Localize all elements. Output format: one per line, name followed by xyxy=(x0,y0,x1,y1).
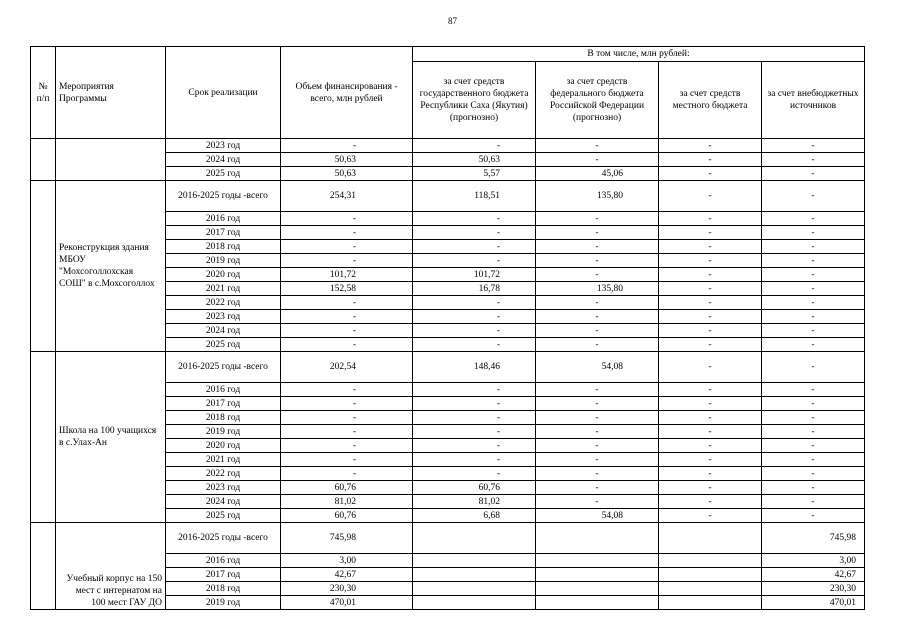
table-row xyxy=(31,139,865,153)
regional-cell: - xyxy=(413,383,536,397)
volume-cell: - xyxy=(281,439,413,453)
federal-cell: 54,08 xyxy=(536,509,659,523)
period-cell: 2019 год xyxy=(166,596,281,610)
event-name-cell: Учебный корпус на 150 мест с интернатом на 100 мест ГАУ ДО xyxy=(56,523,166,610)
volume-cell: - xyxy=(281,139,413,153)
federal-cell: 135,80 xyxy=(536,282,659,296)
offbudget-cell: - xyxy=(762,310,865,324)
local-cell: - xyxy=(659,453,762,467)
offbudget-cell: - xyxy=(762,240,865,254)
volume-cell: - xyxy=(281,411,413,425)
no-cell xyxy=(31,352,56,523)
offbudget-cell: 230,30 xyxy=(762,582,865,596)
regional-cell: - xyxy=(413,254,536,268)
volume-cell: - xyxy=(281,254,413,268)
regional-cell: - xyxy=(413,310,536,324)
regional-cell: - xyxy=(413,453,536,467)
volume-cell: - xyxy=(281,383,413,397)
federal-cell: 135,80 xyxy=(536,181,659,212)
period-cell: 2017 год xyxy=(166,568,281,582)
col-period-header: Срок реализации xyxy=(166,47,281,139)
col-offbudget-header: за счет внебюджетных источников xyxy=(762,62,865,139)
federal-cell: - xyxy=(536,212,659,226)
regional-cell: - xyxy=(413,467,536,481)
period-cell: 2023 год xyxy=(166,481,281,495)
no-cell xyxy=(31,181,56,352)
offbudget-cell: - xyxy=(762,254,865,268)
volume-cell: 254,31 xyxy=(281,181,413,212)
federal-cell: 45,06 xyxy=(536,167,659,181)
regional-cell: - xyxy=(413,240,536,254)
regional-cell: - xyxy=(413,338,536,352)
local-cell: - xyxy=(659,167,762,181)
regional-cell: 81,02 xyxy=(413,495,536,509)
volume-cell: - xyxy=(281,397,413,411)
regional-cell: - xyxy=(413,296,536,310)
offbudget-cell: 42,67 xyxy=(762,568,865,582)
regional-cell: - xyxy=(413,411,536,425)
volume-cell: - xyxy=(281,467,413,481)
federal-cell: - xyxy=(536,338,659,352)
volume-cell: 470,01 xyxy=(281,596,413,610)
local-cell xyxy=(659,596,762,610)
offbudget-cell: - xyxy=(762,495,865,509)
local-cell: - xyxy=(659,495,762,509)
regional-cell: 50,63 xyxy=(413,153,536,167)
federal-cell: - xyxy=(536,226,659,240)
federal-cell: - xyxy=(536,240,659,254)
regional-cell: 16,78 xyxy=(413,282,536,296)
federal-cell: - xyxy=(536,467,659,481)
offbudget-cell: 470,01 xyxy=(762,596,865,610)
col-event-header: Мероприятия Программы xyxy=(56,47,166,139)
period-cell: 2018 год xyxy=(166,582,281,596)
local-cell: - xyxy=(659,254,762,268)
federal-cell: - xyxy=(536,453,659,467)
volume-cell: - xyxy=(281,310,413,324)
volume-cell: 50,63 xyxy=(281,167,413,181)
local-cell: - xyxy=(659,212,762,226)
federal-cell: - xyxy=(536,324,659,338)
volume-cell: - xyxy=(281,425,413,439)
local-cell: - xyxy=(659,324,762,338)
federal-cell: - xyxy=(536,310,659,324)
volume-cell: 60,76 xyxy=(281,509,413,523)
period-cell: 2016-2025 годы -всего xyxy=(166,181,281,212)
period-cell: 2020 год xyxy=(166,439,281,453)
col-local-header: за счет средств местного бюджета xyxy=(659,62,762,139)
regional-cell xyxy=(413,523,536,554)
regional-cell: - xyxy=(413,425,536,439)
offbudget-cell: - xyxy=(762,411,865,425)
local-cell: - xyxy=(659,181,762,212)
regional-cell: - xyxy=(413,439,536,453)
federal-cell xyxy=(536,568,659,582)
local-cell: - xyxy=(659,352,762,383)
event-cell xyxy=(56,139,166,181)
federal-cell: - xyxy=(536,481,659,495)
offbudget-cell: - xyxy=(762,268,865,282)
offbudget-cell: - xyxy=(762,167,865,181)
table-body xyxy=(31,139,865,610)
offbudget-cell: - xyxy=(762,181,865,212)
local-cell: - xyxy=(659,139,762,153)
period-cell: 2025 год xyxy=(166,338,281,352)
regional-cell xyxy=(413,596,536,610)
offbudget-cell: - xyxy=(762,139,865,153)
period-cell: 2016 год xyxy=(166,212,281,226)
federal-cell xyxy=(536,596,659,610)
offbudget-cell: - xyxy=(762,397,865,411)
local-cell: - xyxy=(659,397,762,411)
federal-cell: - xyxy=(536,495,659,509)
period-cell: 2021 год xyxy=(166,453,281,467)
regional-cell: 101,72 xyxy=(413,268,536,282)
local-cell: - xyxy=(659,383,762,397)
period-cell: 2017 год xyxy=(166,397,281,411)
period-cell: 2019 год xyxy=(166,425,281,439)
federal-cell: - xyxy=(536,268,659,282)
local-cell: - xyxy=(659,226,762,240)
local-cell: - xyxy=(659,296,762,310)
volume-cell: - xyxy=(281,338,413,352)
volume-cell: - xyxy=(281,240,413,254)
no-cell xyxy=(31,523,56,610)
local-cell: - xyxy=(659,153,762,167)
offbudget-cell: - xyxy=(762,467,865,481)
volume-cell: - xyxy=(281,296,413,310)
volume-cell: 230,30 xyxy=(281,582,413,596)
volume-cell: - xyxy=(281,324,413,338)
local-cell: - xyxy=(659,310,762,324)
period-cell: 2018 год xyxy=(166,240,281,254)
federal-cell: - xyxy=(536,139,659,153)
federal-cell: - xyxy=(536,296,659,310)
period-cell: 2019 год xyxy=(166,254,281,268)
total-row xyxy=(31,352,865,383)
local-cell xyxy=(659,554,762,568)
regional-cell: - xyxy=(413,212,536,226)
offbudget-cell: - xyxy=(762,282,865,296)
col-federal-header: за счет средств федерального бюджета Российской Федерации (прогнозно) xyxy=(536,62,659,139)
volume-cell: 745,98 xyxy=(281,523,413,554)
volume-cell: 152,58 xyxy=(281,282,413,296)
volume-cell: - xyxy=(281,226,413,240)
regional-cell: - xyxy=(413,397,536,411)
regional-cell xyxy=(413,568,536,582)
local-cell: - xyxy=(659,509,762,523)
offbudget-cell: - xyxy=(762,153,865,167)
offbudget-cell: - xyxy=(762,338,865,352)
period-cell: 2025 год xyxy=(166,509,281,523)
no-cell xyxy=(31,139,56,181)
local-cell: - xyxy=(659,425,762,439)
offbudget-cell: 3,00 xyxy=(762,554,865,568)
period-cell: 2022 год xyxy=(166,296,281,310)
local-cell: - xyxy=(659,439,762,453)
local-cell: - xyxy=(659,481,762,495)
col-regional-header: за счет средств государственного бюджета Республики Саха (Якутия) (прогнозно) xyxy=(413,62,536,139)
local-cell: - xyxy=(659,467,762,481)
offbudget-cell: - xyxy=(762,453,865,467)
period-cell: 2023 год xyxy=(166,139,281,153)
offbudget-cell: - xyxy=(762,212,865,226)
offbudget-cell: - xyxy=(762,383,865,397)
volume-cell: 202,54 xyxy=(281,352,413,383)
offbudget-cell: - xyxy=(762,481,865,495)
event-name-cell: Реконструкция здания МБОУ "Мохсоголлохская СОШ" в с.Мохсоголлох xyxy=(56,181,166,352)
period-cell: 2025 год xyxy=(166,167,281,181)
offbudget-cell: - xyxy=(762,509,865,523)
offbudget-cell: - xyxy=(762,324,865,338)
period-cell: 2021 год xyxy=(166,282,281,296)
offbudget-cell: 745,98 xyxy=(762,523,865,554)
period-cell: 2024 год xyxy=(166,153,281,167)
period-cell: 2017 год xyxy=(166,226,281,240)
federal-cell: - xyxy=(536,383,659,397)
event-name-cell: Школа на 100 учащихся в с.Улах-Ан xyxy=(56,352,166,523)
volume-cell: - xyxy=(281,212,413,226)
regional-cell: 6,68 xyxy=(413,509,536,523)
federal-cell: 54,08 xyxy=(536,352,659,383)
local-cell xyxy=(659,582,762,596)
period-cell: 2024 год xyxy=(166,495,281,509)
regional-cell: - xyxy=(413,226,536,240)
period-cell: 2016-2025 годы -всего xyxy=(166,352,281,383)
total-row xyxy=(31,181,865,212)
volume-cell: 60,76 xyxy=(281,481,413,495)
federal-cell xyxy=(536,582,659,596)
local-cell: - xyxy=(659,240,762,254)
period-cell: 2016 год xyxy=(166,383,281,397)
volume-cell: 101,72 xyxy=(281,268,413,282)
regional-cell: - xyxy=(413,139,536,153)
regional-cell xyxy=(413,554,536,568)
offbudget-cell: - xyxy=(762,296,865,310)
local-cell xyxy=(659,568,762,582)
period-cell: 2022 год xyxy=(166,467,281,481)
page-number: 87 xyxy=(448,16,457,26)
col-volume-header: Объем финансирования - всего, млн рублей xyxy=(281,47,413,139)
regional-cell: 5,57 xyxy=(413,167,536,181)
federal-cell xyxy=(536,554,659,568)
regional-cell: 118,51 xyxy=(413,181,536,212)
federal-cell: - xyxy=(536,439,659,453)
federal-cell xyxy=(536,523,659,554)
regional-cell: - xyxy=(413,324,536,338)
period-cell: 2020 год xyxy=(166,268,281,282)
local-cell: - xyxy=(659,268,762,282)
regional-cell: 60,76 xyxy=(413,481,536,495)
federal-cell: - xyxy=(536,397,659,411)
federal-cell: - xyxy=(536,425,659,439)
financing-table xyxy=(30,46,865,610)
local-cell: - xyxy=(659,411,762,425)
offbudget-cell: - xyxy=(762,226,865,240)
volume-cell: 42,67 xyxy=(281,568,413,582)
federal-cell: - xyxy=(536,254,659,268)
offbudget-cell: - xyxy=(762,352,865,383)
period-cell: 2023 год xyxy=(166,310,281,324)
incl-header: В том числе, млн рублей: xyxy=(413,47,865,62)
local-cell: - xyxy=(659,338,762,352)
volume-cell: 3,00 xyxy=(281,554,413,568)
col-no-header: № п/п xyxy=(31,47,56,139)
period-cell: 2018 год xyxy=(166,411,281,425)
total-row xyxy=(31,523,865,554)
volume-cell: 50,63 xyxy=(281,153,413,167)
local-cell xyxy=(659,523,762,554)
federal-cell: - xyxy=(536,153,659,167)
volume-cell: 81,02 xyxy=(281,495,413,509)
federal-cell: - xyxy=(536,411,659,425)
local-cell: - xyxy=(659,282,762,296)
regional-cell: 148,46 xyxy=(413,352,536,383)
volume-cell: - xyxy=(281,453,413,467)
period-cell: 2016 год xyxy=(166,554,281,568)
offbudget-cell: - xyxy=(762,425,865,439)
period-cell: 2024 год xyxy=(166,324,281,338)
period-cell: 2016-2025 годы -всего xyxy=(166,523,281,554)
offbudget-cell: - xyxy=(762,439,865,453)
regional-cell xyxy=(413,582,536,596)
